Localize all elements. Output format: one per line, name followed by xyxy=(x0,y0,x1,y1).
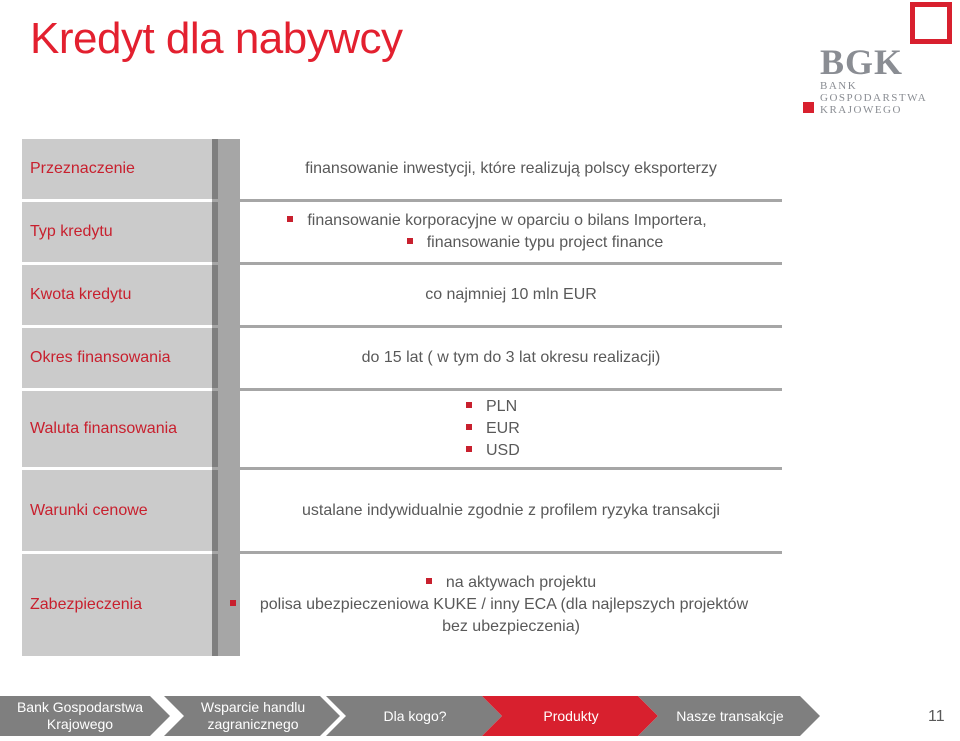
row-label: Warunki cenowe xyxy=(22,470,212,551)
bullet-item xyxy=(426,572,596,594)
table-row-waluta-finansowania xyxy=(22,391,782,467)
row-value xyxy=(240,202,782,262)
row-value xyxy=(240,470,782,551)
row-label: Zabezpieczenia xyxy=(22,554,212,656)
row-divider-bar xyxy=(212,139,240,199)
bullet-icon xyxy=(230,600,236,606)
row-divider-bar xyxy=(212,202,240,262)
bullet-item xyxy=(287,210,706,232)
bullet-icon xyxy=(466,446,472,452)
table-row-kwota-kredytu xyxy=(22,265,782,325)
nav-produkty[interactable] xyxy=(482,696,658,736)
logo-square-icon xyxy=(910,2,952,44)
bullet-icon xyxy=(407,238,413,244)
bullet-icon xyxy=(466,424,472,430)
logo-main-text: BGK xyxy=(820,42,904,82)
row-divider-bar xyxy=(212,391,240,467)
bgk-logo xyxy=(800,0,960,120)
nav-label: Bank Gospodarstwa Krajowego xyxy=(16,699,144,732)
bullet-text: USD xyxy=(486,442,520,459)
row-value xyxy=(240,391,782,467)
bullet-text: polisa ubezpieczeniowa KUKE / inny ECA (dla najlepszych projektów xyxy=(259,596,749,613)
row-divider-bar xyxy=(212,328,240,388)
nav-label: Produkty xyxy=(543,707,599,724)
row-label: Typ kredytu xyxy=(22,202,212,262)
bullet-item xyxy=(407,232,664,254)
bullet-icon xyxy=(287,216,293,222)
nav-dla-kogo[interactable] xyxy=(326,696,502,736)
page-title: Kredyt dla nabywcy xyxy=(30,14,403,63)
bullet-icon xyxy=(466,402,472,408)
row-divider-bar xyxy=(212,470,240,551)
nav-label: Dla kogo? xyxy=(383,707,447,724)
nav-nasze-transakcje[interactable] xyxy=(638,696,820,736)
bullet-icon xyxy=(426,578,432,584)
row-label: Kwota kredytu xyxy=(22,265,212,325)
value-line: bez ubezpieczenia) xyxy=(442,618,580,635)
nav-bank-gospodarstwa[interactable] xyxy=(0,696,170,736)
table-row-okres-finansowania xyxy=(22,328,782,388)
value-line: ustalane indywidualnie zgodnie z profilem ryzyka transakcji xyxy=(302,501,720,519)
value-line: finansowanie inwestycji, które realizują polscy eksporterzy xyxy=(305,160,717,177)
row-value xyxy=(240,265,782,325)
row-value xyxy=(240,139,782,199)
bullet-text: finansowanie typu project finance xyxy=(426,234,664,251)
bullet-item xyxy=(466,440,520,462)
bullet-text: EUR xyxy=(486,420,520,437)
row-label: Okres finansowania xyxy=(22,328,212,388)
row-divider-bar xyxy=(212,265,240,325)
value-line: do 15 lat ( w tym do 3 lat okresu realizacji) xyxy=(361,349,661,366)
row-label: Waluta finansowania xyxy=(22,391,212,467)
table-row-typ-kredytu xyxy=(22,202,782,262)
logo-dot-icon xyxy=(803,102,814,113)
nav-label: Nasze transakcje xyxy=(676,707,784,724)
nav-wsparcie-handlu[interactable] xyxy=(164,696,340,736)
bullet-text: na aktywach projektu xyxy=(445,574,597,591)
bullet-text: finansowanie korporacyjne w oparciu o bilans Importera, xyxy=(307,212,707,229)
table-row-warunki-cenowe xyxy=(22,470,782,551)
row-value xyxy=(240,328,782,388)
value-line: co najmniej 10 mln EUR xyxy=(425,286,597,303)
nav-label: Wsparcie handlu zagranicznego xyxy=(200,699,306,732)
logo-sub-text: BANK GOSPODARSTWA KRAJOWEGO xyxy=(820,80,927,116)
page-number: 11 xyxy=(928,708,945,725)
table-row-zabezpieczenia xyxy=(22,554,782,656)
bullet-item xyxy=(466,396,517,418)
table-row-przeznaczenie xyxy=(22,139,782,199)
bullet-text: PLN xyxy=(486,398,518,415)
bullet-item xyxy=(230,594,748,616)
bullet-item xyxy=(466,418,520,440)
row-value xyxy=(240,554,782,656)
row-label: Przeznaczenie xyxy=(22,139,212,199)
